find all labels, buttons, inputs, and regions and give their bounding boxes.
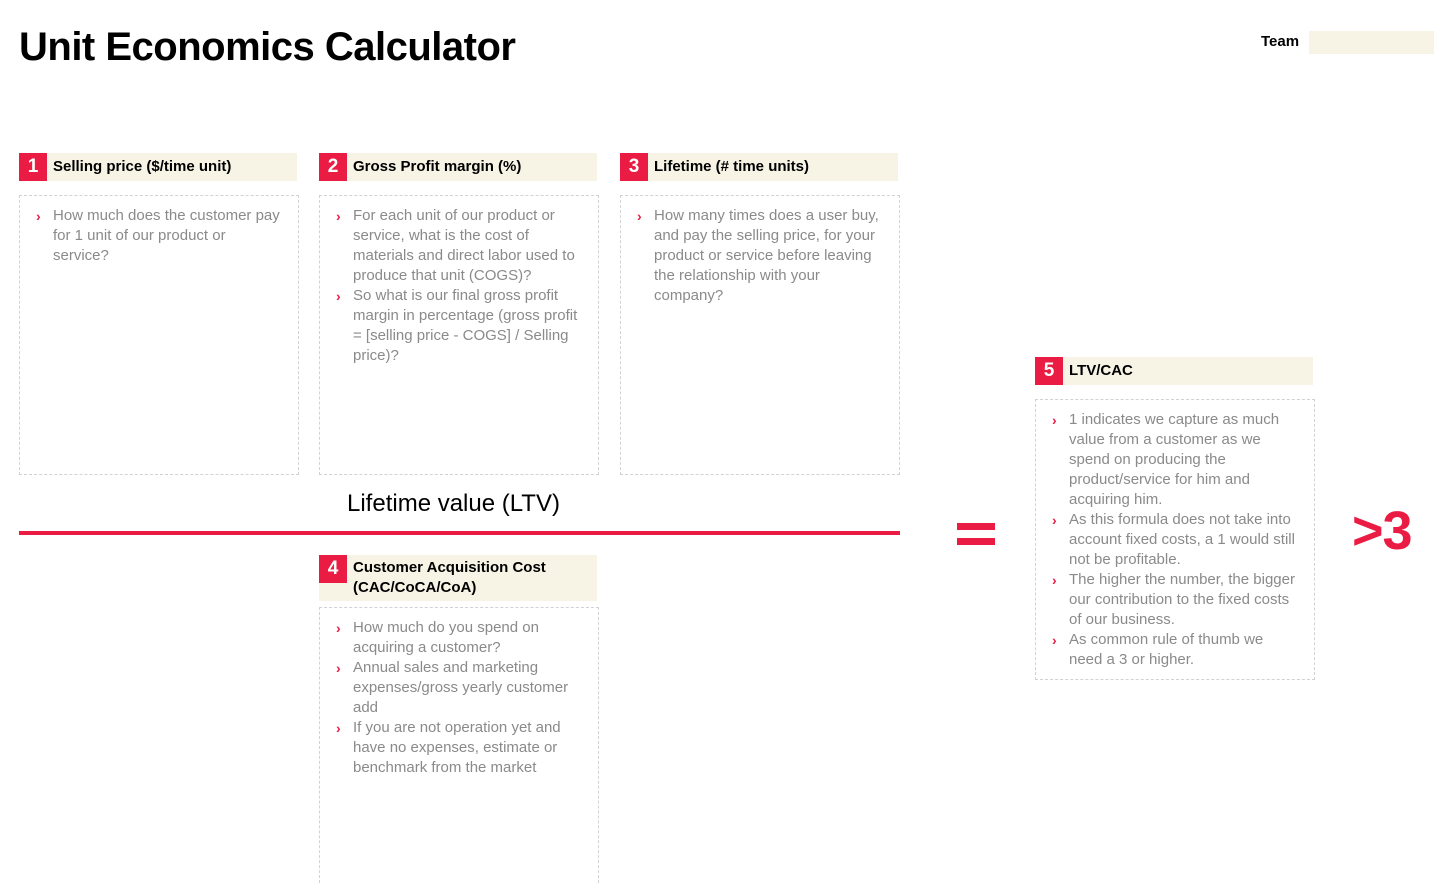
bullet-item: › How much does the customer pay for 1 unit of our product or service?: [36, 207, 280, 264]
chevron-right-icon: ›: [336, 288, 341, 304]
chevron-right-icon: ›: [1052, 412, 1057, 428]
target-ratio: >3: [1352, 501, 1412, 561]
chevron-right-icon: ›: [637, 208, 642, 224]
card-body-selling-price[interactable]: [19, 195, 299, 475]
card-number-badge: 4: [319, 555, 347, 583]
card-header-gross-profit-margin: [319, 153, 597, 181]
bullet-item: › So what is our final gross profit margin in percentage (gross profit = [selling price - COGS] / Selling price)?: [336, 287, 578, 364]
card-title: Selling price ($/time unit): [53, 158, 232, 175]
chevron-right-icon: ›: [336, 208, 341, 224]
card-body-lifetime[interactable]: [620, 195, 900, 475]
bullet-item: › As this formula does not take into account fixed costs, a 1 would still not be profitable.: [1052, 511, 1295, 568]
card-title: Lifetime (# time units): [654, 158, 810, 175]
card-number-badge: 1: [19, 153, 47, 181]
card-body-ltv-cac[interactable]: [1035, 399, 1315, 680]
chevron-right-icon: ›: [336, 660, 341, 676]
chevron-right-icon: ›: [1052, 632, 1057, 648]
bullet-item: › If you are not operation yet and have no expenses, estimate or benchmark from the market: [336, 719, 561, 776]
fraction-divider: [19, 531, 900, 535]
card-header-lifetime: [620, 153, 898, 181]
bullet-item: › Annual sales and marketing expenses/gross yearly customer add: [336, 659, 569, 716]
card-body-gross-profit-margin[interactable]: [319, 195, 599, 475]
card-title: Gross Profit margin (%): [353, 158, 522, 175]
chevron-right-icon: ›: [1052, 572, 1057, 588]
chevron-right-icon: ›: [336, 620, 341, 636]
chevron-right-icon: ›: [336, 720, 341, 736]
card-header-ltv-cac: [1035, 357, 1313, 385]
bullet-item: › How many times does a user buy, and pay the selling price, for your product or service before leaving the relationship with your company?: [637, 207, 879, 304]
card-title: Customer Acquisition Cost (CAC/CoCA/CoA): [353, 559, 546, 596]
bullet-item: › 1 indicates we capture as much value from a customer as we spend on producing the product/service for him and acquiring him.: [1052, 411, 1280, 508]
card-number-badge: 3: [620, 153, 648, 181]
card-body-cac[interactable]: [319, 607, 599, 883]
page-title: Unit Economics Calculator: [19, 25, 516, 69]
card-title: LTV/CAC: [1069, 362, 1133, 379]
team-label: Team: [1261, 33, 1300, 50]
bullet-item: › For each unit of our product or service, what is the cost of materials and direct labor used to produce that unit (COGS)?: [336, 207, 575, 284]
bullet-item: › The higher the number, the bigger our contribution to the fixed costs of our business.: [1052, 571, 1295, 628]
card-header-cac: [319, 555, 597, 601]
equals-icon: [957, 523, 995, 545]
card-number-badge: 2: [319, 153, 347, 181]
card-number-badge: 5: [1035, 357, 1063, 385]
chevron-right-icon: ›: [1052, 512, 1057, 528]
team-input[interactable]: [1309, 31, 1434, 54]
card-header-selling-price: [19, 153, 297, 181]
bullet-item: › As common rule of thumb we need a 3 or higher.: [1052, 631, 1264, 668]
ltv-label: Lifetime value (LTV): [347, 490, 560, 517]
chevron-right-icon: ›: [36, 208, 41, 224]
bullet-item: › How much do you spend on acquiring a customer?: [336, 619, 539, 656]
